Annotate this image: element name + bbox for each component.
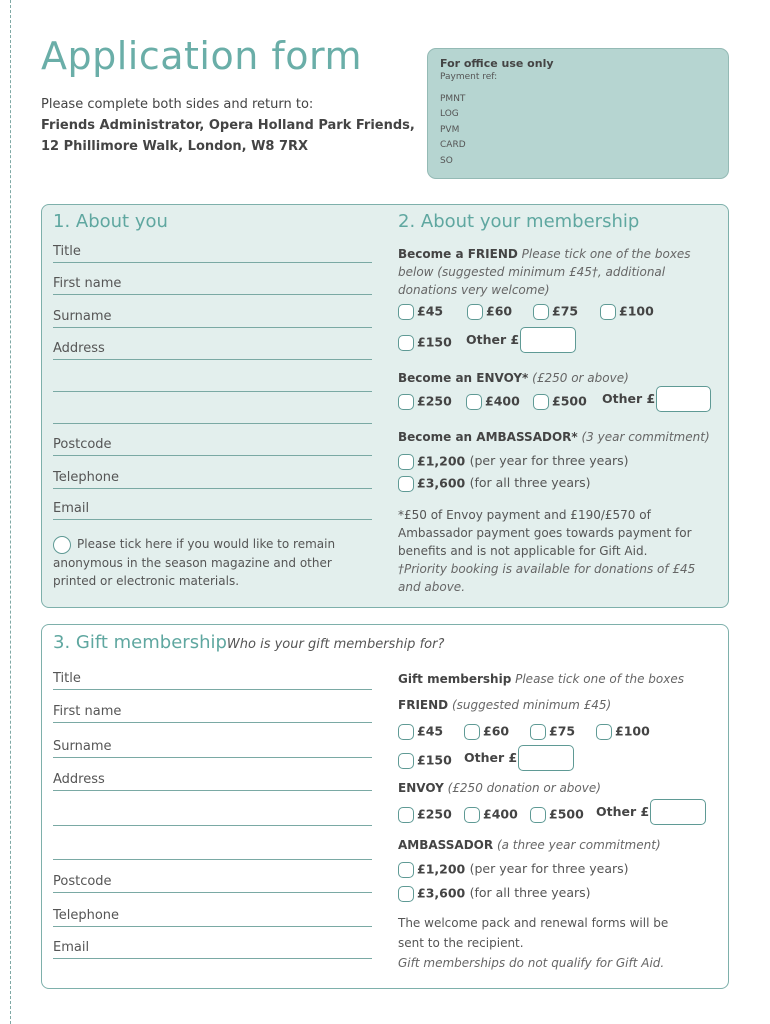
envoy-note: (£250 or above): [532, 371, 629, 385]
option-label: £250: [417, 806, 452, 822]
option-label: £100: [619, 303, 654, 319]
friend-note-3: donations very welcome): [398, 283, 550, 297]
gift-surname-field[interactable]: Surname: [53, 737, 372, 758]
friend-option[interactable]: [398, 301, 443, 321]
gift-envoy-heading: [398, 779, 728, 797]
footnote-1: *£50 of Envoy payment and £190/£570 of: [398, 508, 651, 522]
gift-footnote-2: sent to the recipient.: [398, 936, 524, 950]
gift-footnote-1: The welcome pack and renewal forms will be: [398, 916, 669, 930]
office-heading: For office use only: [440, 57, 554, 70]
friend-note-1: Please tick one of the boxes: [521, 247, 691, 261]
option-label: £500: [549, 806, 584, 822]
option-label: £75: [549, 723, 576, 739]
checkbox[interactable]: [398, 753, 414, 769]
option-label: £45: [417, 303, 444, 319]
office-row: LOG: [440, 109, 459, 119]
option-label: £75: [552, 303, 579, 319]
checkbox[interactable]: [398, 886, 414, 902]
anonymous-option: [53, 535, 373, 590]
checkbox[interactable]: [533, 304, 549, 320]
return-instructions: [41, 94, 415, 157]
office-row: PVM: [440, 124, 460, 135]
gift-friend-heading: [398, 696, 728, 714]
checkbox[interactable]: [464, 724, 480, 740]
checkbox[interactable]: [398, 476, 414, 492]
checkbox[interactable]: [596, 724, 612, 740]
postcode-field[interactable]: Postcode: [53, 435, 372, 456]
option-label: £1,200: [417, 453, 466, 469]
option-label: £1,200: [417, 861, 466, 877]
surname-field[interactable]: Surname: [53, 307, 372, 328]
gift-heading-text: 3. Gift membership: [53, 632, 227, 653]
gift-postcode-field[interactable]: Postcode: [53, 872, 372, 893]
gift-friend-option[interactable]: [596, 721, 650, 741]
footnote-5: and above.: [398, 580, 466, 594]
gift-friend-other-input[interactable]: [518, 745, 574, 771]
membership-heading: 2. About your membership: [398, 211, 640, 232]
gift-address-line-2-field[interactable]: [53, 825, 372, 826]
gift-telephone-field[interactable]: Telephone: [53, 906, 372, 927]
footnote-2: Ambassador payment goes towards payment for: [398, 526, 692, 540]
gift-envoy-other-label: Other £: [596, 804, 650, 819]
gift-ambassador-option[interactable]: [398, 859, 629, 879]
email-field[interactable]: Email: [53, 499, 372, 520]
anon-text-2: anonymous in the season magazine and other: [53, 555, 332, 570]
option-label: £3,600: [417, 885, 466, 901]
checkbox[interactable]: [530, 724, 546, 740]
address-line-1: Friends Administrator, Opera Holland Park Friends,: [41, 118, 415, 133]
checkbox[interactable]: [464, 807, 480, 823]
envoy-title: Become an ENVOY*: [398, 371, 529, 385]
title-field[interactable]: Title: [53, 242, 372, 263]
footnote-4: †Priority booking is available for donations of £45: [398, 562, 696, 576]
friend-other-input[interactable]: [520, 327, 576, 353]
friend-option[interactable]: [467, 301, 512, 321]
option-note: (per year for three years): [469, 861, 629, 876]
gift-address-field[interactable]: Address: [53, 770, 372, 791]
gift-footnote: [398, 913, 728, 973]
office-row: CARD: [440, 140, 466, 150]
checkbox[interactable]: [466, 394, 482, 410]
ambassador-option[interactable]: [398, 473, 591, 493]
option-note: (per year for three years): [469, 453, 629, 468]
friend-other-label: Other £: [466, 332, 520, 347]
anonymous-checkbox[interactable]: [53, 536, 71, 554]
anon-text-3: printed or electronic materials.: [53, 573, 240, 588]
gift-membership-instructions: [398, 670, 728, 688]
about-you-heading: 1. About you: [53, 211, 168, 232]
gift-membership-title: Gift membership: [398, 672, 512, 686]
option-label: £500: [552, 393, 587, 409]
gift-ambassador-title: AMBASSADOR: [398, 838, 494, 852]
option-label: £3,600: [417, 475, 466, 491]
option-label: £150: [417, 334, 452, 350]
checkbox[interactable]: [398, 724, 414, 740]
option-label: £100: [615, 723, 650, 739]
gift-envoy-note: (£250 donation or above): [447, 781, 601, 795]
gift-ambassador-option[interactable]: [398, 883, 591, 903]
envoy-heading: [398, 369, 728, 387]
envoy-option[interactable]: [398, 391, 452, 411]
gift-friend-title: FRIEND: [398, 698, 449, 712]
gift-subheading: Who is your gift membership for?: [226, 637, 445, 652]
gift-footnote-3: Gift memberships do not qualify for Gift Aid.: [398, 956, 665, 970]
gift-envoy-option[interactable]: [464, 804, 518, 824]
gift-ambassador-note: (a three year commitment): [496, 838, 661, 852]
gift-email-field[interactable]: Email: [53, 938, 372, 959]
checkbox[interactable]: [467, 304, 483, 320]
checkbox[interactable]: [398, 807, 414, 823]
gift-membership-note: Please tick one of the boxes: [515, 672, 684, 686]
footnote-3: benefits and is not applicable for Gift Aid.: [398, 544, 648, 558]
about-section: [41, 204, 729, 608]
gift-envoy-other-input[interactable]: [650, 799, 706, 825]
ambassador-note: (3 year commitment): [581, 430, 710, 444]
office-row: Payment ref:: [440, 72, 498, 82]
option-label: £400: [485, 393, 520, 409]
friend-note-2: below (suggested minimum £45†, additional: [398, 265, 666, 279]
membership-footnote: [398, 506, 728, 596]
address-line-2-field[interactable]: [53, 391, 372, 392]
gift-envoy-title: ENVOY: [398, 781, 444, 795]
checkbox[interactable]: [398, 394, 414, 410]
gift-section: [41, 624, 729, 989]
option-note: (for all three years): [469, 475, 591, 490]
ambassador-heading: [398, 428, 728, 446]
gift-heading: [53, 632, 444, 653]
gift-friend-note: (suggested minimum £45): [451, 698, 612, 712]
checkbox[interactable]: [398, 335, 414, 351]
option-label: £250: [417, 393, 452, 409]
checkbox[interactable]: [398, 304, 414, 320]
checkbox[interactable]: [533, 394, 549, 410]
ambassador-option[interactable]: [398, 451, 629, 471]
anon-text-1: Please tick here if you would like to remain: [77, 537, 336, 551]
friend-option[interactable]: [533, 301, 578, 321]
gift-envoy-option[interactable]: [530, 804, 584, 824]
gift-address-line-3-field[interactable]: [53, 859, 372, 860]
option-label: £60: [486, 303, 513, 319]
gift-first-name-field[interactable]: First name: [53, 702, 372, 723]
ambassador-title: Become an AMBASSADOR*: [398, 430, 578, 444]
checkbox[interactable]: [600, 304, 616, 320]
address-field[interactable]: Address: [53, 339, 372, 360]
option-note: (for all three years): [469, 885, 591, 900]
friend-title: Become a FRIEND: [398, 247, 518, 261]
first-name-field[interactable]: First name: [53, 274, 372, 295]
office-use-box: [427, 48, 729, 179]
envoy-other-input[interactable]: [656, 386, 711, 412]
telephone-field[interactable]: Telephone: [53, 468, 372, 489]
envoy-other-label: Other £: [602, 391, 656, 406]
address-line-2: 12 Phillimore Walk, London, W8 7RX: [41, 139, 309, 154]
gift-friend-option[interactable]: [398, 750, 452, 770]
page-title: Application form: [41, 34, 362, 78]
friend-option[interactable]: [600, 301, 654, 321]
checkbox[interactable]: [398, 862, 414, 878]
gift-friend-other-label: Other £: [464, 750, 518, 765]
gift-friend-option[interactable]: [398, 721, 443, 741]
option-label: £45: [417, 723, 444, 739]
gift-envoy-option[interactable]: [398, 804, 452, 824]
checkbox[interactable]: [530, 807, 546, 823]
office-row: PMNT: [440, 93, 466, 104]
option-label: £400: [483, 806, 518, 822]
option-label: £150: [417, 752, 452, 768]
friend-option[interactable]: [398, 332, 452, 352]
gift-friend-option[interactable]: [464, 721, 509, 741]
gift-ambassador-heading: [398, 836, 728, 854]
gift-friend-option[interactable]: [530, 721, 575, 741]
intro-line: Please complete both sides and return to:: [41, 97, 314, 112]
checkbox[interactable]: [398, 454, 414, 470]
gift-title-field[interactable]: Title: [53, 669, 372, 690]
envoy-option[interactable]: [466, 391, 520, 411]
perforation-line: [10, 0, 11, 1024]
friend-instructions: [398, 245, 723, 299]
office-row: SO: [440, 155, 453, 166]
address-line-3-field[interactable]: [53, 423, 372, 424]
option-label: £60: [483, 723, 510, 739]
envoy-option[interactable]: [533, 391, 587, 411]
